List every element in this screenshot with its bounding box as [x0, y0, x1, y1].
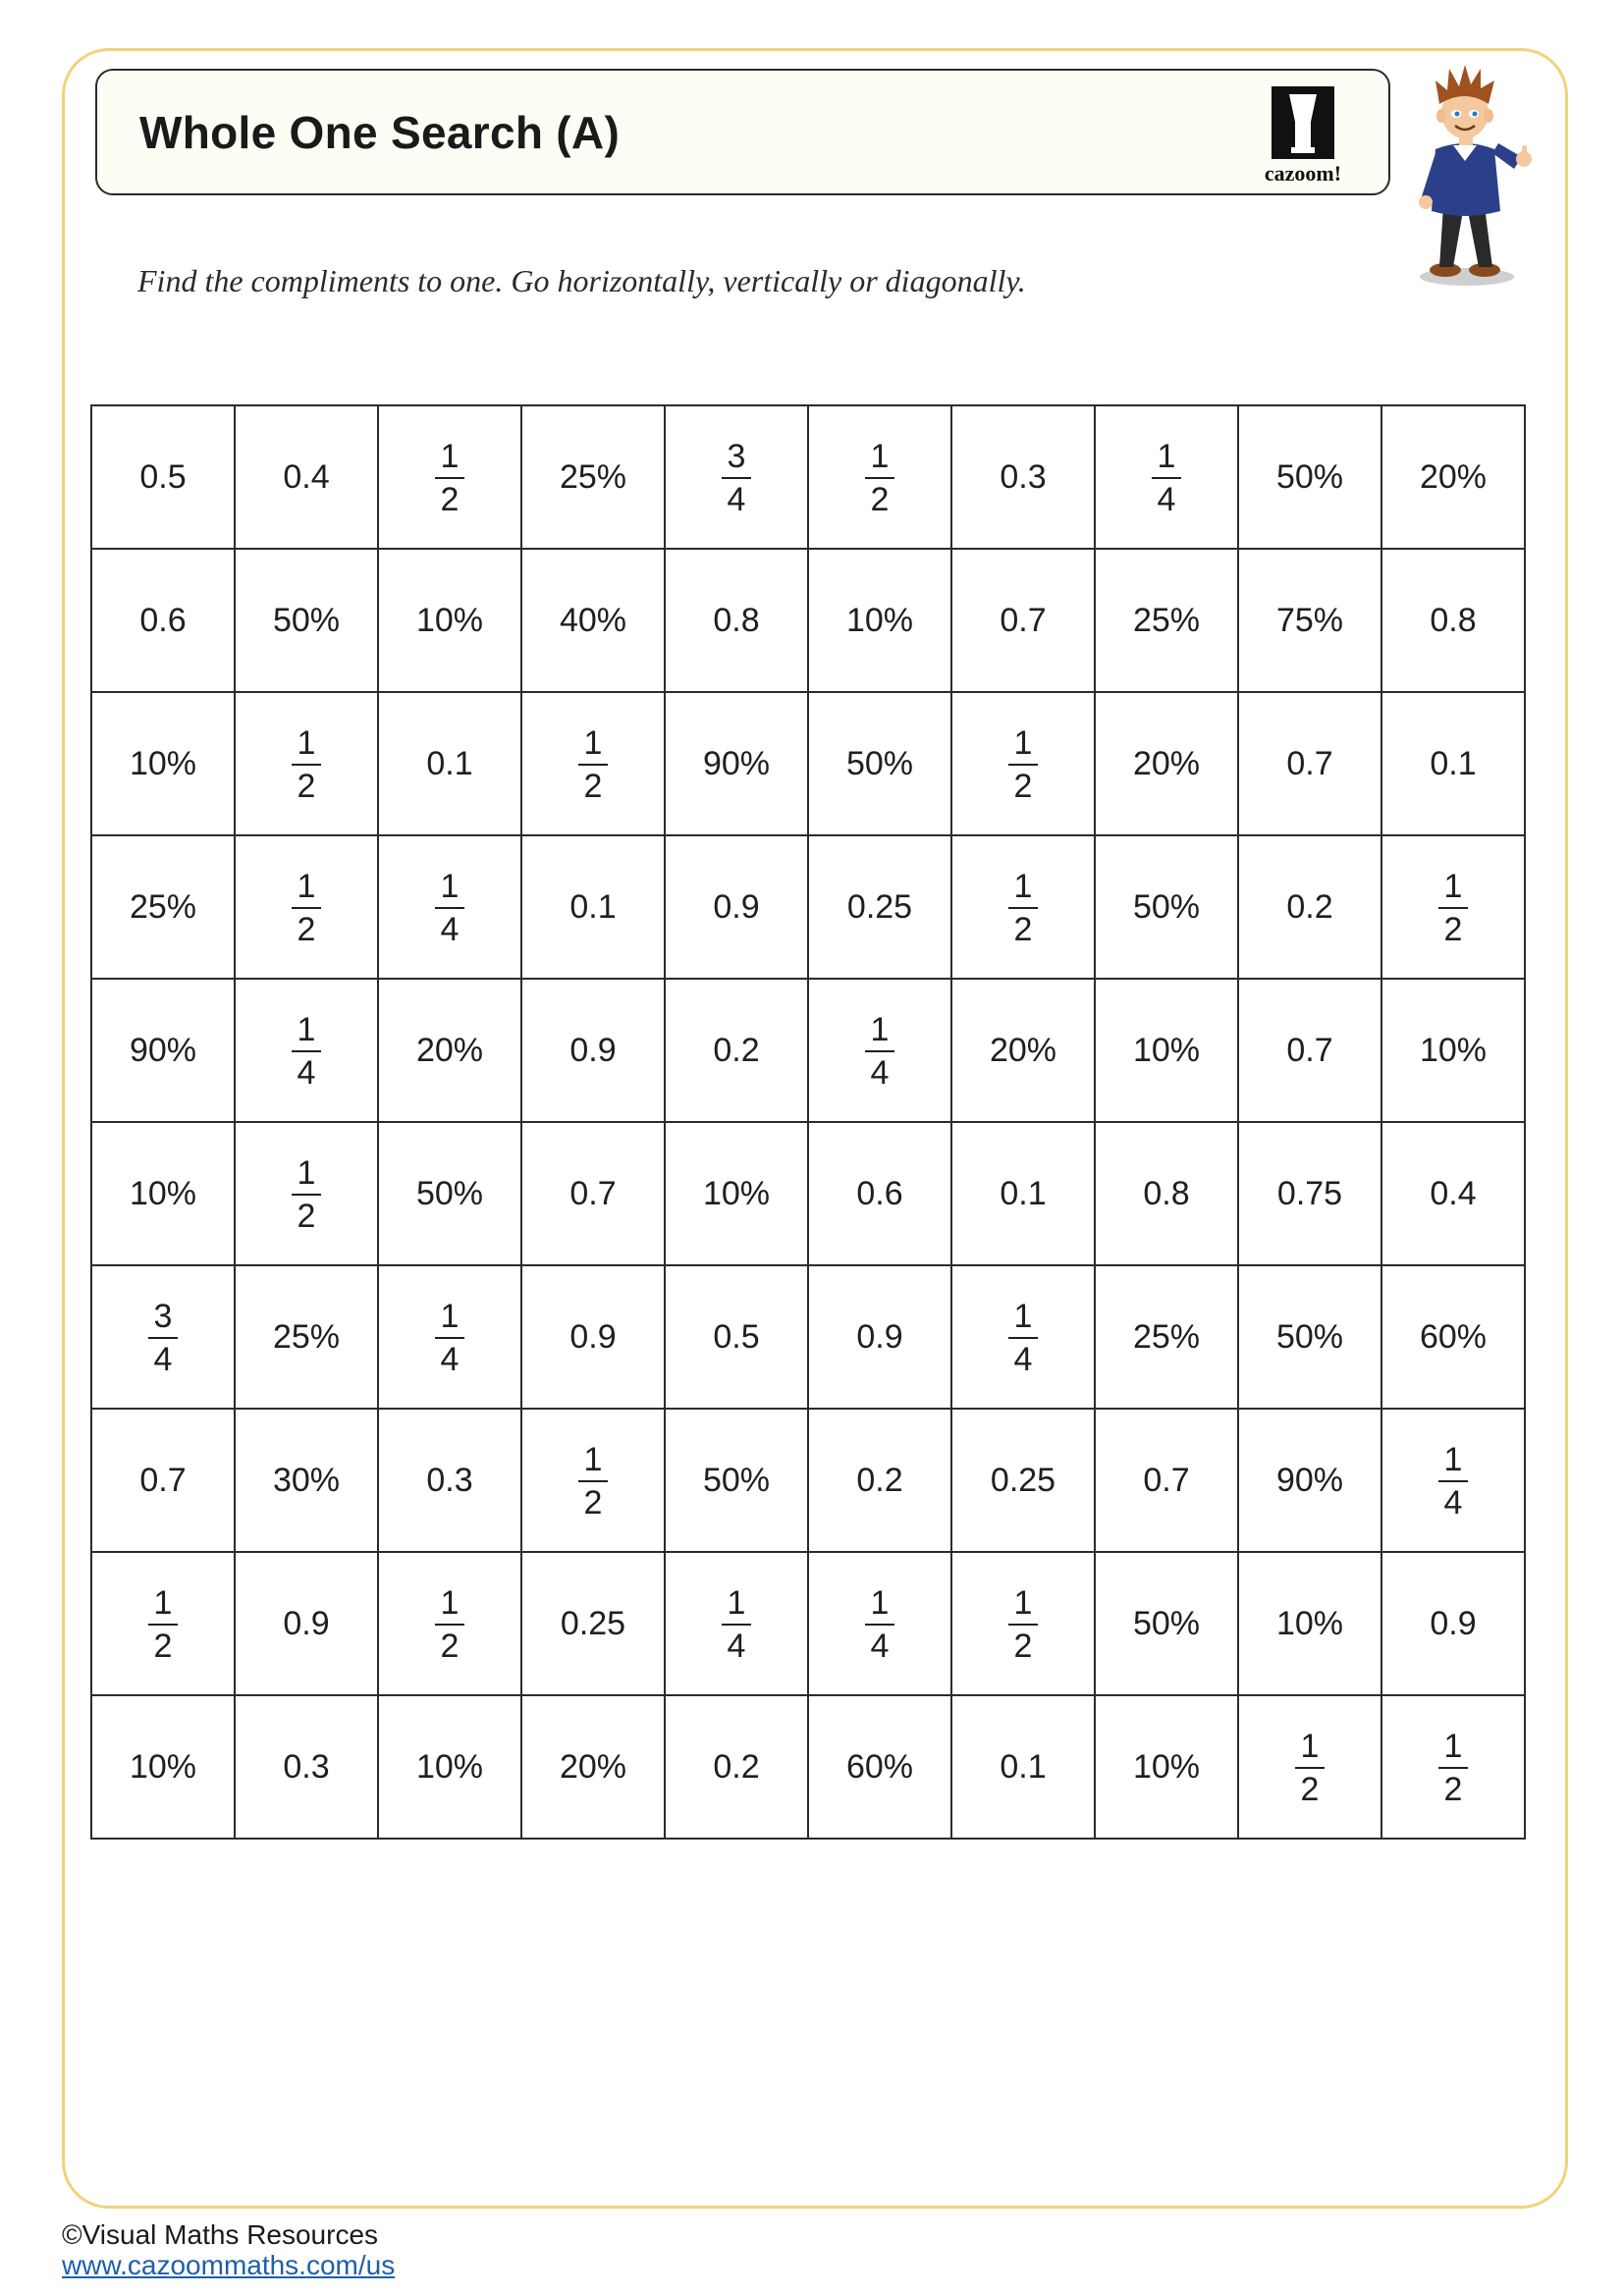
grid-cell[interactable]: 0.8: [665, 549, 808, 692]
grid-cell[interactable]: 50%: [378, 1122, 521, 1265]
grid-cell[interactable]: 60%: [1381, 1265, 1525, 1409]
grid-cell[interactable]: 0.2: [1238, 835, 1381, 979]
fraction: [1152, 437, 1182, 519]
fraction-denominator: 4: [727, 1628, 746, 1666]
grid-cell[interactable]: [521, 1409, 665, 1552]
grid-cell[interactable]: 10%: [378, 549, 521, 692]
grid-cell[interactable]: 90%: [1238, 1409, 1381, 1552]
grid-cell[interactable]: [808, 979, 951, 1122]
grid-cell[interactable]: 25%: [1095, 549, 1238, 692]
grid-cell[interactable]: 0.2: [808, 1409, 951, 1552]
grid-row: [91, 979, 1525, 1122]
grid-cell[interactable]: [91, 1265, 235, 1409]
grid-cell[interactable]: 10%: [1238, 1552, 1381, 1695]
grid-row: [91, 1552, 1525, 1695]
grid-cell[interactable]: [665, 1552, 808, 1695]
grid-cell[interactable]: [235, 835, 378, 979]
fraction-numerator: 1: [727, 1583, 746, 1622]
fraction-numerator: 1: [440, 867, 460, 905]
grid-cell[interactable]: 50%: [1238, 1265, 1381, 1409]
grid-cell[interactable]: 10%: [91, 1122, 235, 1265]
grid-cell[interactable]: 40%: [521, 549, 665, 692]
grid-cell[interactable]: [378, 835, 521, 979]
fraction-numerator: 1: [440, 437, 460, 475]
grid-cell[interactable]: 0.9: [235, 1552, 378, 1695]
fraction-numerator: 1: [297, 867, 316, 905]
grid-cell[interactable]: 90%: [665, 692, 808, 835]
grid-cell[interactable]: 0.5: [91, 405, 235, 549]
grid-row: [91, 835, 1525, 979]
fraction-denominator: 2: [440, 481, 460, 519]
fraction: [722, 1583, 752, 1666]
grid-cell[interactable]: 10%: [808, 549, 951, 692]
fraction-numerator: 1: [1013, 723, 1033, 762]
grid-cell[interactable]: 0.9: [808, 1265, 951, 1409]
fraction: [865, 437, 895, 519]
grid-cell[interactable]: [1381, 835, 1525, 979]
grid-cell[interactable]: 0.25: [808, 835, 951, 979]
grid-cell[interactable]: 50%: [808, 692, 951, 835]
grid-cell[interactable]: [378, 1265, 521, 1409]
fraction-denominator: 4: [440, 911, 460, 949]
grid-cell[interactable]: 20%: [378, 979, 521, 1122]
grid-cell[interactable]: [378, 1552, 521, 1695]
fraction-denominator: 2: [1013, 911, 1033, 949]
fraction: [435, 1583, 465, 1666]
grid-cell[interactable]: 50%: [665, 1409, 808, 1552]
fraction-denominator: 4: [1443, 1484, 1463, 1522]
fraction: [865, 1583, 895, 1666]
fraction: [435, 867, 465, 949]
grid-cell[interactable]: 10%: [91, 1695, 235, 1839]
grid-cell[interactable]: 0.1: [951, 1695, 1095, 1839]
grid-cell[interactable]: [91, 1552, 235, 1695]
fraction-numerator: 3: [727, 437, 746, 475]
fraction: [1438, 1727, 1469, 1809]
fraction-numerator: 1: [440, 1297, 460, 1335]
grid-cell[interactable]: 50%: [235, 549, 378, 692]
grid-cell[interactable]: 0.7: [1095, 1409, 1238, 1552]
fraction-numerator: 1: [440, 1583, 460, 1622]
grid-cell[interactable]: [235, 1122, 378, 1265]
grid-cell[interactable]: 50%: [1238, 405, 1381, 549]
grid-cell[interactable]: 75%: [1238, 549, 1381, 692]
grid-row: [91, 405, 1525, 549]
fraction-denominator: 2: [1300, 1771, 1320, 1809]
grid-cell[interactable]: 20%: [1381, 405, 1525, 549]
fraction-denominator: 2: [440, 1628, 460, 1666]
grid-cell[interactable]: 0.2: [665, 979, 808, 1122]
fraction-numerator: 1: [583, 723, 603, 762]
grid-cell[interactable]: 0.7: [1238, 692, 1381, 835]
fraction-denominator: 2: [297, 768, 316, 806]
grid-cell[interactable]: 0.9: [521, 979, 665, 1122]
grid-row: [91, 1409, 1525, 1552]
copyright-text: ©Visual Maths Resources: [62, 2219, 379, 2250]
fraction: [1008, 723, 1039, 806]
grid-cell[interactable]: 0.75: [1238, 1122, 1381, 1265]
cazoom-logo-icon: [1239, 84, 1367, 186]
website-link[interactable]: www.cazoommaths.com/us: [62, 2249, 396, 2280]
fraction-denominator: 2: [583, 1484, 603, 1522]
fraction-denominator: 4: [870, 1054, 890, 1093]
fraction: [1008, 867, 1039, 949]
grid-cell[interactable]: [1381, 1695, 1525, 1839]
grid-cell[interactable]: 0.3: [235, 1695, 378, 1839]
grid-cell[interactable]: 25%: [521, 405, 665, 549]
grid-cell[interactable]: 0.1: [951, 1122, 1095, 1265]
fraction-denominator: 4: [727, 481, 746, 519]
page-title: Whole One Search (A): [139, 107, 621, 158]
grid-cell[interactable]: 0.1: [378, 692, 521, 835]
search-grid: [90, 404, 1526, 1840]
fraction: [292, 867, 322, 949]
grid-cell[interactable]: 10%: [1381, 979, 1525, 1122]
grid-cell[interactable]: [1381, 1409, 1525, 1552]
fraction: [292, 1153, 322, 1236]
fraction-denominator: 4: [297, 1054, 316, 1093]
grid-cell[interactable]: [1095, 405, 1238, 549]
grid-cell[interactable]: 0.9: [521, 1265, 665, 1409]
grid-cell[interactable]: 0.9: [665, 835, 808, 979]
fraction: [1438, 1440, 1469, 1522]
fraction: [1438, 867, 1469, 949]
grid-cell[interactable]: 0.6: [91, 549, 235, 692]
fraction: [1008, 1297, 1039, 1379]
grid-cell[interactable]: 10%: [1095, 979, 1238, 1122]
fraction-denominator: 4: [440, 1341, 460, 1379]
fraction: [292, 723, 322, 806]
grid-row: [91, 1695, 1525, 1839]
grid-cell[interactable]: [808, 405, 951, 549]
grid-row: [91, 1265, 1525, 1409]
grid-cell[interactable]: [951, 692, 1095, 835]
fraction-numerator: 1: [297, 723, 316, 762]
fraction-numerator: 1: [870, 1583, 890, 1622]
grid-cell[interactable]: [951, 835, 1095, 979]
fraction-numerator: 1: [1443, 1440, 1463, 1478]
fraction-numerator: 1: [870, 1010, 890, 1048]
grid-cell[interactable]: 25%: [1095, 1265, 1238, 1409]
fraction: [148, 1297, 179, 1379]
grid-cell[interactable]: 10%: [91, 692, 235, 835]
fraction-numerator: 1: [153, 1583, 173, 1622]
fraction-denominator: 2: [297, 1198, 316, 1236]
fraction: [1008, 1583, 1039, 1666]
fraction-denominator: 4: [153, 1341, 173, 1379]
fraction-numerator: 1: [1300, 1727, 1320, 1765]
fraction-denominator: 2: [297, 911, 316, 949]
grid-cell[interactable]: 0.4: [235, 405, 378, 549]
fraction-denominator: 2: [1443, 1771, 1463, 1809]
title-box: [95, 69, 1390, 195]
grid-cell[interactable]: [1238, 1695, 1381, 1839]
grid-cell[interactable]: 0.3: [378, 1409, 521, 1552]
grid-cell[interactable]: 0.7: [91, 1409, 235, 1552]
grid-cell[interactable]: 10%: [378, 1695, 521, 1839]
grid-cell[interactable]: 10%: [1095, 1695, 1238, 1839]
grid-cell[interactable]: 0.7: [951, 549, 1095, 692]
fraction-numerator: 1: [1443, 1727, 1463, 1765]
grid-cell[interactable]: 20%: [1095, 692, 1238, 835]
grid-row: [91, 1122, 1525, 1265]
grid-cell[interactable]: [665, 405, 808, 549]
fraction-denominator: 2: [870, 481, 890, 519]
fraction-denominator: 2: [153, 1628, 173, 1666]
grid-cell[interactable]: 0.6: [808, 1122, 951, 1265]
fraction-denominator: 2: [1443, 911, 1463, 949]
fraction-numerator: 1: [870, 437, 890, 475]
grid-cell[interactable]: [378, 405, 521, 549]
logo-text: cazoom!: [1264, 161, 1342, 186]
grid-cell[interactable]: 0.25: [951, 1409, 1095, 1552]
fraction-numerator: 1: [1013, 1297, 1033, 1335]
grid-cell[interactable]: [235, 979, 378, 1122]
fraction-numerator: 1: [297, 1153, 316, 1192]
grid-cell[interactable]: 50%: [1095, 835, 1238, 979]
grid-row: [91, 549, 1525, 692]
grid-cell[interactable]: 20%: [951, 979, 1095, 1122]
grid-cell[interactable]: 30%: [235, 1409, 378, 1552]
grid-cell[interactable]: 60%: [808, 1695, 951, 1839]
grid-cell[interactable]: 50%: [1095, 1552, 1238, 1695]
fraction-numerator: 1: [1013, 1583, 1033, 1622]
grid-cell[interactable]: 0.25: [521, 1552, 665, 1695]
fraction: [292, 1010, 322, 1093]
logo-mark-icon: [1272, 86, 1334, 159]
grid-cell[interactable]: 0.1: [521, 835, 665, 979]
grid-cell[interactable]: 0.5: [665, 1265, 808, 1409]
fraction-numerator: 1: [297, 1010, 316, 1048]
instructions-text: Find the compliments to one. Go horizontally, vertically or diagonally.: [137, 263, 1026, 298]
grid-cell[interactable]: [808, 1552, 951, 1695]
footer: [62, 2220, 395, 2281]
fraction: [435, 437, 465, 519]
fraction-denominator: 2: [1013, 768, 1033, 806]
grid-cell[interactable]: 10%: [665, 1122, 808, 1265]
fraction-denominator: 2: [1013, 1628, 1033, 1666]
grid-cell[interactable]: 0.1: [1381, 692, 1525, 835]
fraction: [578, 1440, 609, 1522]
grid-cell[interactable]: 90%: [91, 979, 235, 1122]
fraction: [722, 437, 752, 519]
grid-cell[interactable]: 25%: [235, 1265, 378, 1409]
fraction-numerator: 1: [1443, 867, 1463, 905]
fraction-numerator: 1: [1013, 867, 1033, 905]
fraction: [865, 1010, 895, 1093]
grid-cell[interactable]: 0.9: [1381, 1552, 1525, 1695]
fraction-numerator: 3: [153, 1297, 173, 1335]
mascot-icon: [1408, 59, 1536, 290]
grid-cell[interactable]: 20%: [521, 1695, 665, 1839]
grid-cell[interactable]: [951, 1552, 1095, 1695]
grid-cell[interactable]: 0.7: [521, 1122, 665, 1265]
fraction: [578, 723, 609, 806]
grid-cell[interactable]: 0.4: [1381, 1122, 1525, 1265]
grid-cell[interactable]: [521, 692, 665, 835]
fraction-denominator: 4: [1013, 1341, 1033, 1379]
fraction-numerator: 1: [1157, 437, 1176, 475]
grid-cell[interactable]: 0.8: [1095, 1122, 1238, 1265]
grid-row: [91, 692, 1525, 835]
fraction-numerator: 1: [583, 1440, 603, 1478]
fraction-denominator: 4: [870, 1628, 890, 1666]
grid-cell[interactable]: [235, 692, 378, 835]
fraction-denominator: 4: [1157, 481, 1176, 519]
fraction: [1295, 1727, 1326, 1809]
fraction: [148, 1583, 179, 1666]
grid-cell[interactable]: 0.3: [951, 405, 1095, 549]
grid-cell[interactable]: 0.7: [1238, 979, 1381, 1122]
fraction-denominator: 2: [583, 768, 603, 806]
grid-cell[interactable]: 25%: [91, 835, 235, 979]
fraction: [435, 1297, 465, 1379]
grid-cell[interactable]: 0.2: [665, 1695, 808, 1839]
grid-cell[interactable]: [951, 1265, 1095, 1409]
grid-cell[interactable]: 0.8: [1381, 549, 1525, 692]
